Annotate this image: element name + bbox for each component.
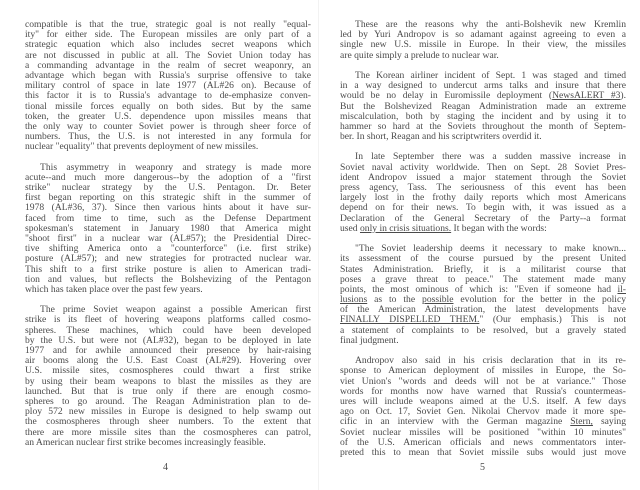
text-line: final judgment. (340, 334, 399, 346)
text-line: ity" for either side. The European missiles are only part of a (25, 29, 311, 41)
underlined-text: il- (617, 283, 626, 295)
page-4-text (25, 20, 311, 458)
text-line: poses a grave threat to peace." The statement made many (340, 273, 626, 285)
text-line: first began reporting on this strategic shift in the summer of (25, 192, 311, 204)
text-line: miscalculation, both by staging the incident and by using it to (340, 110, 626, 122)
text-segment: points, the most ominous of which is: "Even if someone had (340, 283, 618, 295)
text-line: its assessment of the course pursued by the present United (340, 253, 626, 265)
text-segment: It began with the words: (451, 222, 547, 234)
text-line: are quite simply a prelude to nuclear war. (340, 49, 499, 61)
text-line: spheres to go around. The Reagan Administration plan to de- (25, 395, 311, 407)
text-segment: evolution for the better in the policy (453, 294, 627, 306)
text-line: the cosmospheres through sheer numbers. To the extent that (25, 416, 311, 428)
text-line: spheres. These machines, which could have been developed (25, 324, 311, 336)
text-line: led by Yuri Andropov is so adamant against agreeing to even a (340, 29, 626, 41)
text-line: words for months now have warned that Russia's countermeas- (340, 385, 626, 397)
text-line: the only way to counter Soviet power is through sheer force of (25, 120, 311, 132)
page-number-left: 4 (163, 462, 168, 473)
text-line: strategic equation which also includes secret weapons which (25, 39, 311, 51)
text-line: of the American Administration, the latest developments have (340, 304, 626, 316)
text-line: an American nuclear first strike becomes increasingly feasible. (25, 436, 266, 448)
text-line: ploy 572 new missiles in Europe is designed to help swamp out (25, 406, 311, 418)
text-line: largely lost in the frothy daily reports which most Americans (340, 192, 626, 204)
underlined-text: only in crisis situations. (359, 222, 452, 234)
text-line: press agency, Tass. The seriousness of this event has been (340, 182, 626, 193)
text-line: military control of space in late 1977 (AL#26 on). Because of (25, 80, 311, 92)
text-line: The prime Soviet weapon against a possible American first (40, 304, 311, 316)
text-line: "The Soviet leadership deems it necessary to make known... (355, 243, 626, 255)
text-line: tional missile forces equally on both sides. But by the same (25, 100, 311, 112)
text-line: sponse to American deployment of missiles in Europe, the So- (340, 365, 626, 377)
text-line: Soviet nuclear missiles will be positioned "within 10 minutes" (340, 426, 626, 438)
text-line: viet Union's "words and deeds will not be at variance." Those (340, 375, 626, 387)
text-line: air booms along the U.S. East Coast (AL#29). Hovering over (25, 355, 311, 367)
paragraph (340, 71, 626, 142)
text-line: 1978 (AL#36, 37). Since then various hints about it have sur- (25, 202, 311, 214)
underlined-text: Stern, (570, 416, 593, 428)
text-segment: would be no delay in Euromissile deployment ( (340, 90, 553, 102)
text-line: tive shifting America onto a "counterforce" (i.e. first strike) (25, 243, 311, 255)
paragraph (340, 20, 626, 61)
text-line: ago on Oct. 17, Soviet Gen. Nikolai Chervov made it more spe- (340, 406, 626, 418)
text-line: The Korean airliner incident of Sept. 1 was staged and timed (355, 69, 626, 81)
text-line: numbers. Thus, the U.S. is not interested in any formula for (25, 131, 311, 143)
text-segment: cific in an interview with the German magazine (340, 416, 571, 428)
text-line (340, 417, 626, 427)
text-line: tion and values, but reflects the Bolshevizing of the Pentagon (25, 273, 311, 285)
text-line: This shift to a first strike posture is alien to American tradi- (25, 263, 311, 275)
text-line: depend on for their news. To begin with, it was issued as a (340, 202, 626, 214)
page-number-right: 5 (480, 462, 485, 473)
text-line: strike is its fleet of hovering weapons platforms called cosmo- (25, 314, 311, 326)
text-line (340, 224, 626, 234)
text-line: single new U.S. missile in Europe. In their view, the missiles (340, 39, 626, 51)
paragraph (25, 163, 311, 295)
underlined-text: lusions (340, 294, 368, 306)
text-segment: used (340, 222, 360, 234)
paragraph (25, 20, 311, 152)
text-segment: as to the (367, 294, 423, 306)
paragraph (340, 356, 626, 458)
text-line: preted this to mean that Soviet missile subs would just move (340, 446, 626, 458)
text-line: advantage which began with Russia's surprise offensive to take (25, 69, 311, 81)
text-line: in a way designed to undercut arms talks and insure that there (340, 80, 626, 92)
text-line: ident Andropov issued a major statement through the Soviet (340, 171, 626, 183)
text-line: U.S. missile sites, cosmospheres could thwart a first strike (25, 365, 311, 377)
text-line: 1977 and for awhile announced their presence by hair-raising (25, 345, 311, 356)
text-line: hammer so hard at the Soviets throughout the month of Septem- (340, 120, 626, 132)
text-line: posture (AL#57); and new strategies for protracted nuclear war. (25, 253, 311, 265)
text-line: launched. But that is true only if there are enough cosmo- (25, 385, 311, 397)
text-line: These are the reasons why the anti-Bolshevik new Kremlin (355, 19, 626, 30)
text-line: acute--and much more dangerous--by the adoption of a "first (25, 171, 311, 183)
text-segment: saying (592, 416, 626, 428)
paragraph (25, 305, 311, 448)
text-line: which has taken place over the past few years. (25, 283, 203, 295)
text-line: by using their beam weapons to blast the missiles as they are (25, 375, 311, 387)
text-line: of the U.S. American officials and news commentators inter- (340, 436, 626, 448)
text-segment: " (Our emphasis.) This is not (479, 314, 626, 326)
text-line: faced from time to time, such as the Defense Department (25, 212, 311, 224)
text-segment: ). (620, 90, 627, 102)
page-5-text (340, 20, 626, 468)
text-line: ber. In short, Reagan and his scriptwriters overdid it. (340, 131, 542, 143)
text-line: spokesman's statement in January 1980 that America might (25, 222, 311, 234)
text-line: ures will include weapons aimed at the U.S. itself. A few days (340, 395, 626, 407)
text-line: compatible is that the true, strategic goal is not really "equal- (25, 19, 311, 30)
text-line: States Administration. Briefly, it is a militarist course that (340, 263, 626, 275)
text-line: a commanding advantage in the realm of secret weaponry, an (25, 59, 311, 71)
underlined-text: FINALLY DISPELLED THEM. (340, 314, 480, 326)
text-line (340, 91, 626, 101)
paragraph (340, 244, 626, 346)
text-line: But the Bolshevized Reagan Administration made an extreme (340, 100, 626, 112)
text-line: are not discussed in public at all. The Soviet Union today has (25, 49, 311, 61)
text-line: there are more missile sites than the cosmospheres can patrol, (25, 426, 311, 438)
text-line: this factor it is to Russia's advantage to de-emphasize conven- (25, 90, 311, 102)
paragraph (340, 152, 626, 234)
text-line: "shoot first" in a nuclear war (AL#57); the Presidential Direc- (25, 232, 311, 244)
text-line: Andropov also said in his crisis declaration that in its re- (355, 355, 626, 367)
text-line: by the U.S. but were not (AL#32), began to be deployed in late (25, 334, 311, 346)
underlined-text: NewsALERT #3 (552, 90, 621, 102)
text-line: Declaration of the General Secretary of the Party--a format (340, 212, 626, 224)
text-line: Soviet naval activity worldwide. Then on Sept. 28 Soviet Pres- (340, 161, 626, 173)
text-line: nuclear "equality" that prevents deployment of new missiles. (25, 141, 259, 153)
text-line: This asymmetry in weaponry and strategy is made more (40, 161, 311, 173)
page-gutter (318, 0, 319, 490)
text-line: strike" nuclear strategy by the U.S. Pentagon. Dr. Beter (25, 182, 311, 193)
text-line: token, the greater U.S. dependence upon missiles means that (25, 110, 311, 122)
underlined-text: possible (422, 294, 454, 306)
text-line: a statement of complaints to be resolved, but a gravely stated (340, 324, 626, 336)
text-line: In late September there was a sudden massive increase in (355, 151, 626, 163)
